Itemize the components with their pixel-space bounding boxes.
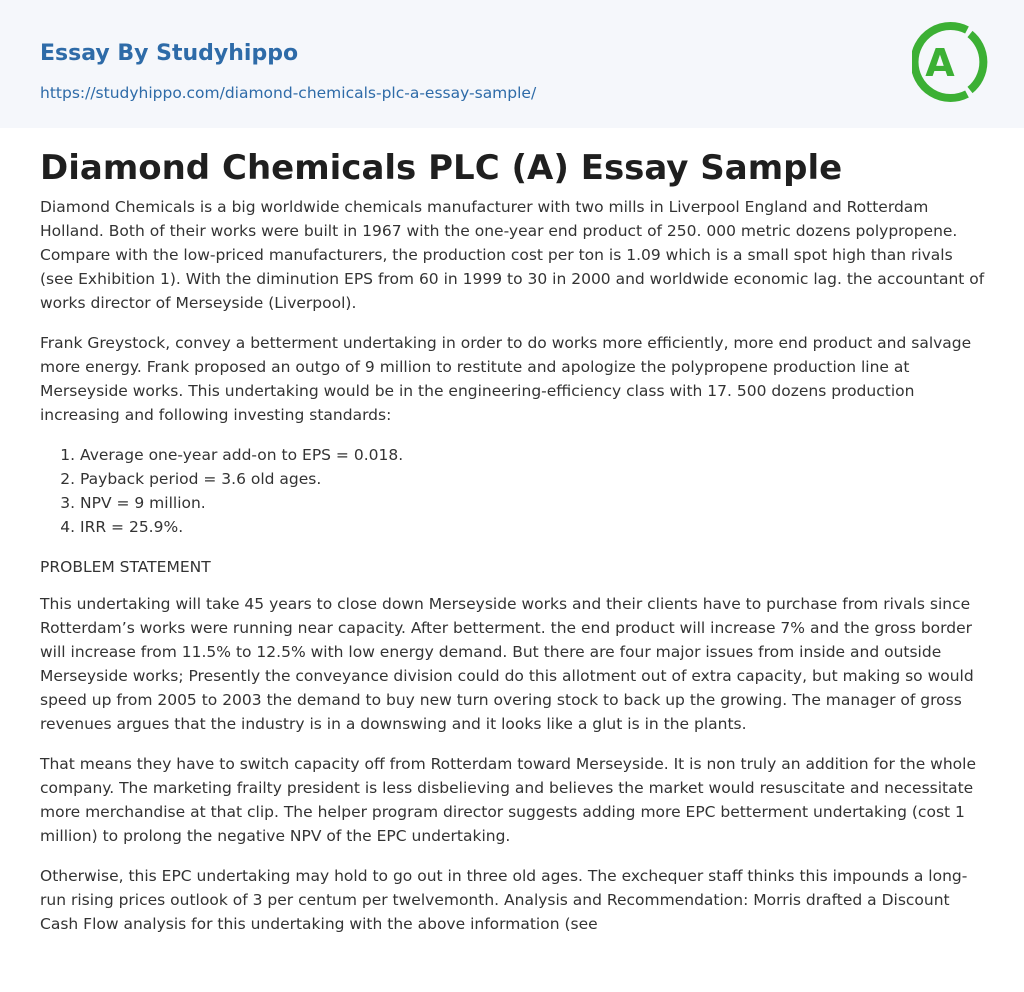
article [40, 145, 985, 952]
list-item: 3. NPV = 9 million. [80, 491, 985, 515]
article-title: Diamond Chemicals PLC (A) Essay Sample [40, 148, 843, 188]
studyhippo-logo-icon[interactable] [912, 18, 988, 106]
page-url-link[interactable]: https://studyhippo.com/diamond-chemicals-plc-a-essay-sample/ [40, 84, 537, 102]
list-item: 4. IRR = 25.9%. [80, 515, 985, 539]
list-item: 2. Payback period = 3.6 old ages. [80, 467, 985, 491]
logo-letter: A [925, 41, 955, 85]
site-brand[interactable]: Essay By Studyhippo [40, 41, 299, 66]
paragraph-5: Otherwise, this EPC undertaking may hold to go out in three old ages. The exchequer staff thinks this impounds a long-run rising prices outlook of 3 per centum per twelvemonth. Analysis and Recommendation: Morris drafted a Discount Cash Flow analysis for this undertaking with the above information (see [40, 867, 968, 933]
paragraph-3: This undertaking will take 45 years to close down Merseyside works and their clients have to purchase from rivals since Rotterdam’s works were running near capacity. After betterment. the end product will increase 7% and the gross border will increase from 11.5% to 12.5% with low energy demand. But there are four major issues from inside and outside Merseyside works; Presently the conveyance division could do this allotment out of extra capacity, but making so would speed up from 2005 to 2003 the demand to buy new turn overing stock to back up the growing. The manager of gross revenues argues that the industry is in a downswing and it looks like a glut is in the plants. [40, 595, 974, 733]
paragraph-2: Frank Greystock, convey a betterment undertaking in order to do works more efficiently, more end product and salvage more energy. Frank proposed an outgo of 9 million to restitute and apologize the polypropene production line at Merseyside works. This undertaking would be in the engineering-efficiency class with 17. 500 dozens production increasing and following investing standards: [40, 334, 972, 424]
list-item: 1. Average one-year add-on to EPS = 0.018. [80, 443, 985, 467]
site-header [0, 0, 1024, 128]
investment-standards-list [80, 443, 985, 539]
paragraph-4: That means they have to switch capacity off from Rotterdam toward Merseyside. It is non truly an addition for the whole company. The marketing frailty president is less disbelieving and believes the market would resuscitate and necessitate more merchandise at that clip. The helper program director suggests adding more EPC betterment undertaking (cost 1 million) to prolong the negative NPV of the EPC undertaking. [40, 755, 976, 845]
section-heading: PROBLEM STATEMENT [40, 558, 211, 576]
paragraph-1: Diamond Chemicals is a big worldwide chemicals manufacturer with two mills in Liverpool England and Rotterdam Holland. Both of their works were built in 1967 with the one-year end product of 250. 000 metric dozens polypropene. Compare with the low-priced manufacturers, the production cost per ton is 1.09 which is a small spot high than rivals (see Exhibition 1). With the diminution EPS from 60 in 1999 to 30 in 2000 and worldwide economic lag. the accountant of works director of Merseyside (Liverpool). [40, 198, 985, 312]
